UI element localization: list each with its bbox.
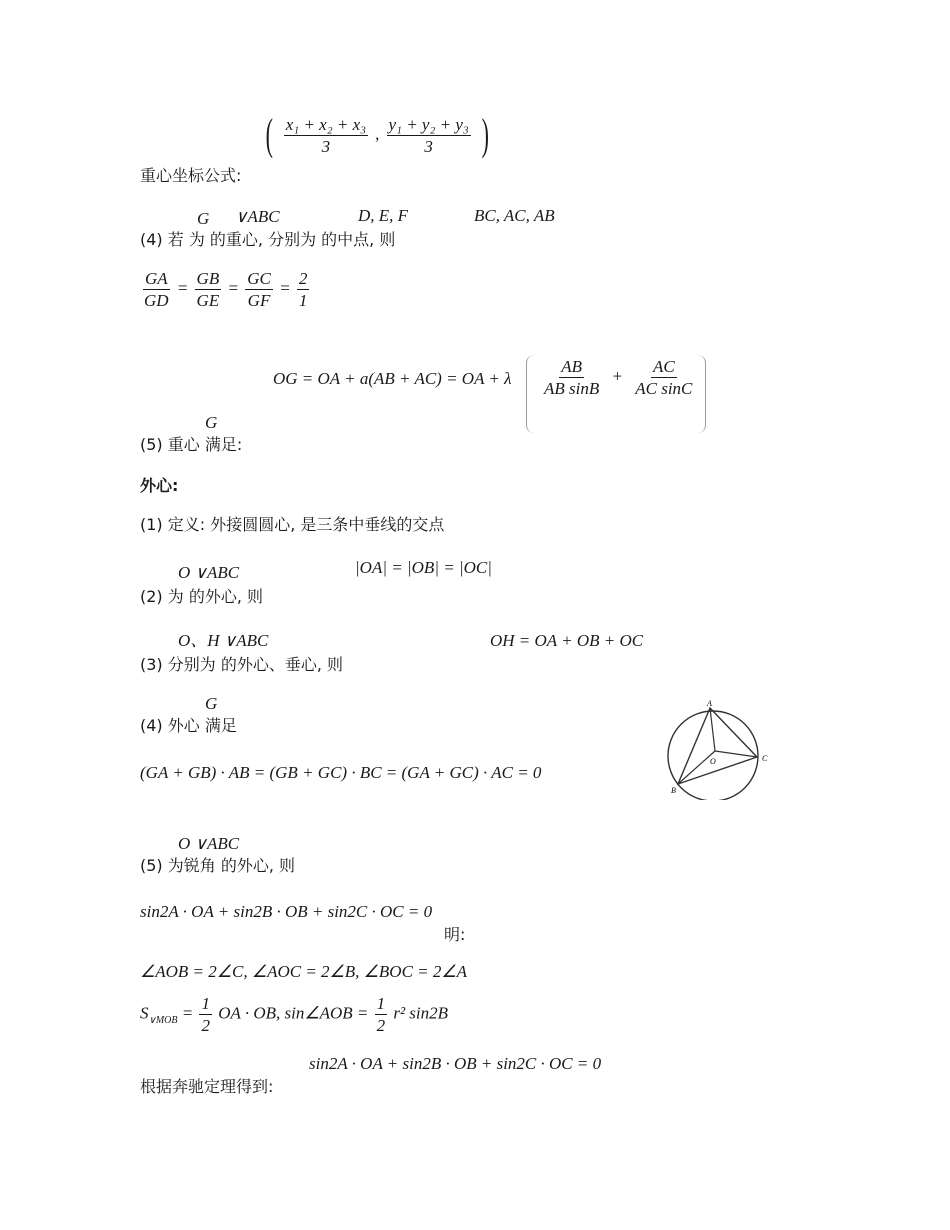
circumcenter-item-3: (3) 分别为 的外心、垂心, 则 — [140, 655, 344, 674]
item5-formula: sin2A · OA + sin2B · OB + sin2C · OC = 0 — [140, 902, 433, 921]
centroid-item-5: (5) 重心 满足: — [140, 435, 243, 454]
label-o: O — [710, 757, 716, 766]
triangle-abc — [678, 708, 757, 784]
circumcircle-figure — [660, 695, 780, 800]
var-g-5: G — [205, 413, 218, 432]
item2-formula: |OA| = |OB| = |OC| — [355, 558, 492, 577]
segment-oc — [715, 751, 757, 757]
centroid-coordinate-formula: ( $\frac{\text{x₁ + x₂ + x₃}}{3}$ , $\frac{\text{y₁ + y₂ + y₃}}{3}$ ) — [265, 110, 489, 159]
var-sides: BC, AC, AB — [474, 206, 555, 225]
segment-oa — [710, 708, 715, 751]
label-a: A — [707, 699, 712, 708]
item4-formula: (GA + GB) · AB = (GB + GC) · BC = (GA + GC) · AC = 0 — [140, 763, 542, 782]
item3-formula: OH = OA + OB + OC — [490, 631, 644, 650]
theorem-text: 根据奔驰定理得到: — [140, 1077, 274, 1096]
y-average: $\frac{\text{y₁ + y₂ + y₃}}{3}$ — [388, 114, 469, 156]
circumcenter-item-1: (1) 定义: 外接圆圆心, 是三条中垂线的交点 — [140, 515, 445, 534]
centroid-item-4: (4) 若 为 的重心, 分别为 的中点, 则 — [140, 230, 396, 249]
area-formula: $S_{\vee MOB}$ = $\frac{1}{2}$ OA · OB, sin∠AOB = $\frac{1}{2}$ r² sin2B — [140, 994, 449, 1035]
circumcenter-item-4: (4) 外心 满足 — [140, 716, 237, 735]
lambda-terms: $\frac{AB}{\text{AB sinB}}$ + $\frac{AC}{\text{AC sinC}}$ — [544, 357, 693, 398]
var-g: G — [197, 209, 210, 228]
centroid-vector-formula: OG = OA + a(AB + AC) = OA + λ — [273, 369, 512, 388]
label-c: C — [762, 754, 768, 763]
item5-vars: O ∨ABC — [178, 834, 240, 853]
var-def: D, E, F — [358, 206, 409, 225]
item3-vars: O、H ∨ABC — [178, 631, 269, 650]
segment-ob — [678, 751, 715, 784]
circumcenter-item-5: (5) 为锐角 的外心, 则 — [140, 856, 296, 875]
var-triangle: ∨ABC — [235, 207, 280, 226]
ratio-formula: $\frac{GA}{GD}$ = $\frac{GB}{GE}$ = $\frac{GC}{GF}$ = $\frac{2}{1}$ — [144, 269, 308, 310]
label-b: B — [671, 786, 676, 795]
var-g-4: G — [205, 694, 218, 713]
circumcenter-heading: 外心: — [140, 476, 179, 495]
circumcenter-item-2: (2) 为 的外心, 则 — [140, 587, 264, 606]
centroid-coord-label: 重心坐标公式: — [140, 166, 242, 185]
proof-label: 明: — [444, 925, 466, 944]
item2-vars: O ∨ABC — [178, 563, 240, 582]
conclusion-formula: sin2A · OA + sin2B · OB + sin2C · OC = 0 — [309, 1054, 602, 1073]
angle-relations: ∠AOB = 2∠C, ∠AOC = 2∠B, ∠BOC = 2∠A — [140, 962, 468, 981]
x-average: $\frac{\text{x₁ + x₂ + x₃}}{3}$ — [285, 114, 367, 156]
